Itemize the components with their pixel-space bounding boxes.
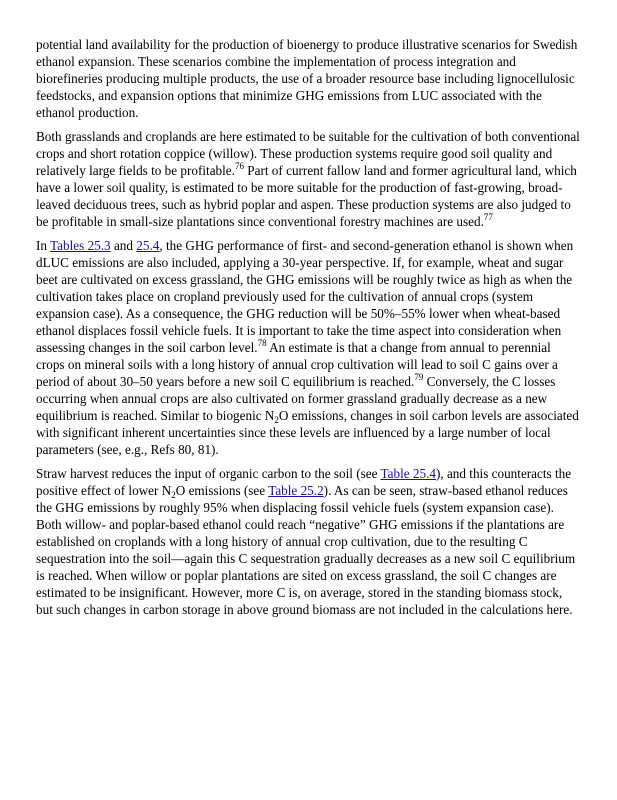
paragraph-4-text-a: Straw harvest reduces the input of organic carbon to the soil (see xyxy=(36,466,381,481)
paragraph-2 xyxy=(36,128,582,230)
paragraph-2-text-a: Both grasslands and croplands are here estimated to be suitable for the cultivation of both conventional crops and short rotation coppice (willow). These production systems require good soil quality and relatively large fields to be profitable. xyxy=(36,129,580,178)
paragraph-3 xyxy=(36,237,582,458)
footnote-ref-78: 78 xyxy=(257,338,267,348)
table-25-3-link[interactable]: Tables 25.3 xyxy=(50,238,111,253)
paragraph-4-text-b: ), and this counteracts the positive effect of lower N xyxy=(36,466,572,498)
paragraph-3-text-b: and xyxy=(110,238,137,253)
document-page xyxy=(36,36,582,625)
paragraph-1 xyxy=(36,36,582,121)
footnote-ref-77: 77 xyxy=(483,212,493,222)
paragraph-4-text-c: O emissions (see xyxy=(175,483,269,498)
table-25-4-link[interactable]: Table 25.4 xyxy=(380,466,436,481)
subscript-2: 2 xyxy=(171,490,176,500)
table-25-2-link[interactable]: Table 25.2 xyxy=(268,483,324,498)
footnote-ref-79: 79 xyxy=(414,372,424,382)
paragraph-3-text-d: An estimate is that a change from annual to perennial crops on mineral soils with a long history of annual crop cultivation will lead to soil C gains over a period of about 30–50 years before a new soil C equilibrium is reached. xyxy=(36,340,558,389)
subscript-2: 2 xyxy=(274,415,279,425)
paragraph-4-text-d: ). As can be seen, straw-based ethanol reduces the GHG emissions by roughly 95% when displacing fossil vehicle fuels (system expansion case). Both willow- and poplar-based ethanol could reach “negative” GHG emissions if the plantations are established on croplands with a long history of annual crop cultivation, due to the resulting C sequestration into the soil—again this C sequestration gradually decreases as a new soil C equilibrium is reached. When willow or poplar plantations are sited on excess grassland, the soil C changes are estimated to be insignificant. However, more C is, on average, stored in the standing biomass stock, but such changes in carbon storage in above ground biomass are not included in the calculations here. xyxy=(36,483,576,617)
paragraph-3-text-e: Conversely, the C losses occurring when annual crops are also cultivated on former grassland gradually decrease as a new equilibrium is reached. Similar to biogenic N xyxy=(36,374,556,423)
table-25-4-link[interactable]: 25.4 xyxy=(136,238,160,253)
paragraph-1-text: potential land availability for the production of bioenergy to produce illustrative scenarios for Swedish ethanol expansion. These scenarios combine the implementation of process integration and biorefineries producing multiple products, the use of a broader resource base including lignocellulosic feedstocks, and expansion options that minimize GHG emissions from LUC associated with the ethanol production. xyxy=(36,37,578,120)
footnote-ref-76: 76 xyxy=(234,161,244,171)
paragraph-3-text-c: , the GHG performance of first- and second-generation ethanol is shown when dLUC emissions are also included, applying a 30-year perspective. If, for example, wheat and sugar beet are cultivated on excess grassland, the GHG emissions will be roughly twice as high as when the cultivation takes place on cropland previously used for the cultivation of annual crops (system expansion case). As a consequence, the GHG reduction will be 50%–55% lower when wheat-based ethanol displaces fossil vehicle fuels. It is important to take the time aspect into consideration when assessing changes in the soil carbon level. xyxy=(36,238,574,355)
paragraph-3-text-a: In xyxy=(36,238,51,253)
paragraph-2-text-b: Part of current fallow land and former agricultural land, which have a lower soil quality, is estimated to be more suitable for the production of fast-growing, broad-leaved deciduous trees, such as hybrid poplar and aspen. These production systems are also judged to be profitable in small-size plantations since conventional forestry machines are used. xyxy=(36,163,577,229)
paragraph-3-text-f: O emissions, changes in soil carbon levels are associated with significant inherent uncertainties since these levels are influenced by a large number of local parameters (see, e.g., Refs 80, 81). xyxy=(36,408,579,457)
paragraph-4 xyxy=(36,465,582,618)
